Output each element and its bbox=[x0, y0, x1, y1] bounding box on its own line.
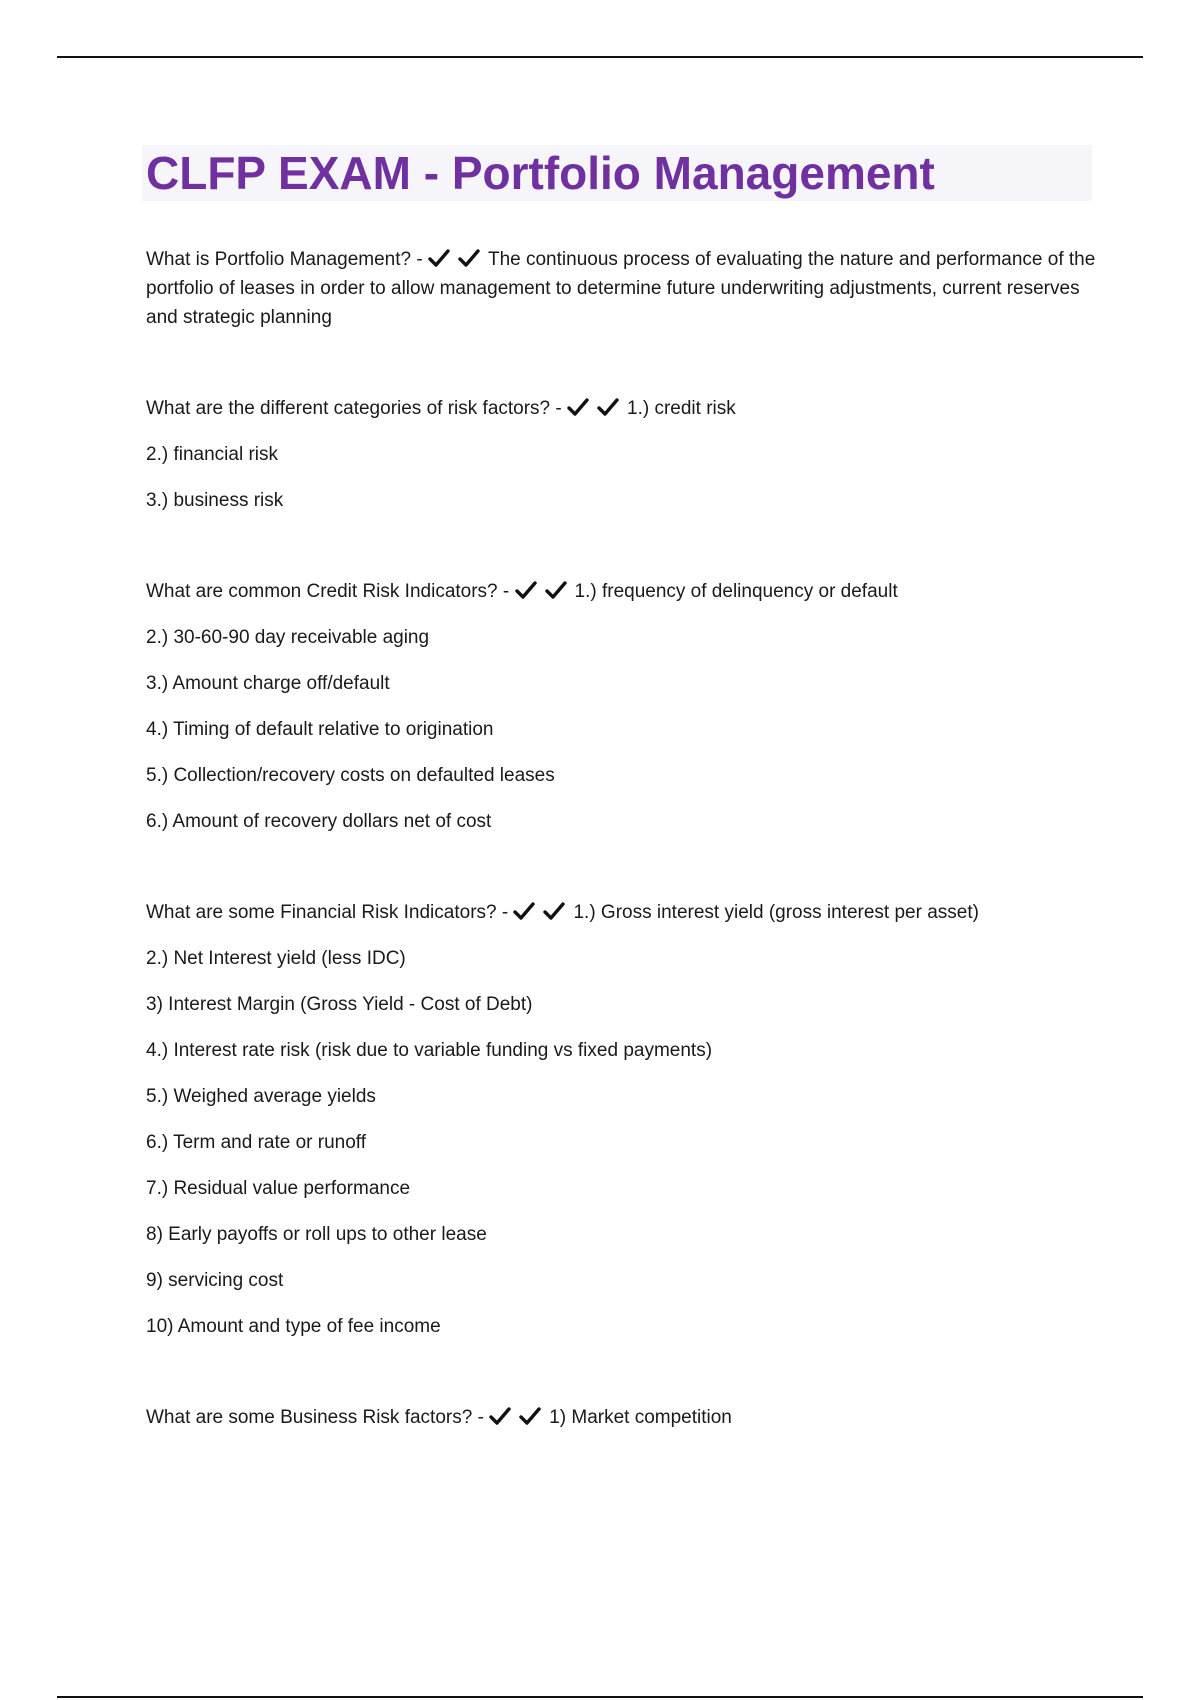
answer-line bbox=[146, 715, 1096, 744]
separator: - bbox=[411, 249, 428, 270]
separator: - bbox=[496, 902, 514, 923]
answer-line bbox=[146, 1220, 1096, 1249]
answer-text: 9) servicing cost bbox=[146, 1270, 284, 1291]
answer-line bbox=[146, 486, 1096, 515]
separator: - bbox=[472, 1407, 490, 1428]
answer-line bbox=[146, 1266, 1096, 1295]
checkmark-icon bbox=[519, 1407, 541, 1425]
checkmark-icon bbox=[543, 902, 565, 920]
answer-text: 2.) 30-60-90 day receivable aging bbox=[146, 627, 430, 648]
answer-line bbox=[146, 761, 1096, 790]
answer-line bbox=[146, 1082, 1096, 1111]
answer-text: 5.) Collection/recovery costs on defaulted leases bbox=[146, 765, 555, 786]
question-line bbox=[146, 898, 1096, 927]
question-text: What are some Financial Risk Indicators? bbox=[146, 902, 497, 923]
answer-text: 10) Amount and type of fee income bbox=[146, 1316, 441, 1337]
question-text: What are some Business Risk factors? bbox=[146, 1407, 473, 1428]
answer-line bbox=[146, 944, 1096, 973]
checkmark-icon bbox=[597, 398, 619, 416]
qa-item bbox=[146, 245, 1096, 332]
qa-item bbox=[146, 577, 1096, 836]
answer-text: 1) Market competition bbox=[549, 1407, 732, 1428]
answer-line bbox=[146, 1128, 1096, 1157]
question-text: What is Portfolio Management? bbox=[146, 249, 412, 270]
answer-text: The continuous process of evaluating the nature and performance of the portfolio of leases in order to allow management to determine future underwriting adjustments, current reserves and strategic planning bbox=[146, 249, 1096, 328]
question-text: What are the different categories of risk factors? bbox=[146, 398, 551, 419]
answer-text: 5.) Weighed average yields bbox=[146, 1086, 376, 1107]
answer-text: 6.) Term and rate or runoff bbox=[146, 1132, 367, 1153]
answer-text: 3) Interest Margin (Gross Yield - Cost of Debt) bbox=[146, 994, 533, 1015]
answer-line bbox=[146, 440, 1096, 469]
answer-line bbox=[146, 1312, 1096, 1341]
answer-line bbox=[146, 1174, 1096, 1203]
checkmark-icon bbox=[513, 902, 535, 920]
separator: - bbox=[550, 398, 568, 419]
page-title: CLFP EXAM - Portfolio Management bbox=[146, 147, 935, 199]
checkmark-icon bbox=[428, 249, 450, 267]
question-line bbox=[146, 577, 1096, 606]
question-text: What are common Credit Risk Indicators? bbox=[146, 581, 498, 602]
answer-line bbox=[146, 623, 1096, 652]
bottom-rule bbox=[57, 1696, 1143, 1698]
checkmark-icon bbox=[458, 249, 480, 267]
top-rule bbox=[57, 56, 1143, 58]
answer-text: 2.) financial risk bbox=[146, 444, 278, 465]
answer-line bbox=[146, 1036, 1096, 1065]
checkmark-icon bbox=[515, 581, 537, 599]
answer-text: 1.) frequency of delinquency or default bbox=[574, 581, 898, 602]
checkmark-icon bbox=[545, 581, 567, 599]
separator: - bbox=[497, 581, 515, 602]
answer-line bbox=[146, 990, 1096, 1019]
answer-text: 7.) Residual value performance bbox=[146, 1178, 411, 1199]
qa-item bbox=[146, 394, 1096, 515]
question-line bbox=[146, 245, 1096, 332]
answer-text: 8) Early payoffs or roll ups to other lease bbox=[146, 1224, 487, 1245]
qa-list bbox=[146, 245, 1096, 1494]
qa-item bbox=[146, 898, 1096, 1341]
answer-text: 1.) credit risk bbox=[627, 398, 736, 419]
answer-text: 6.) Amount of recovery dollars net of cost bbox=[146, 811, 492, 832]
answer-text: 1.) Gross interest yield (gross interest per asset) bbox=[573, 902, 979, 923]
answer-line bbox=[146, 669, 1096, 698]
qa-item bbox=[146, 1403, 1096, 1432]
checkmark-icon bbox=[489, 1407, 511, 1425]
question-line bbox=[146, 394, 1096, 423]
answer-text: 3.) Amount charge off/default bbox=[146, 673, 390, 694]
answer-text: 3.) business risk bbox=[146, 490, 284, 511]
answer-text: 4.) Interest rate risk (risk due to variable funding vs fixed payments) bbox=[146, 1040, 713, 1061]
checkmark-icon bbox=[567, 398, 589, 416]
answer-line bbox=[146, 807, 1096, 836]
answer-text: 2.) Net Interest yield (less IDC) bbox=[146, 948, 406, 969]
question-line bbox=[146, 1403, 1096, 1432]
answer-text: 4.) Timing of default relative to origination bbox=[146, 719, 494, 740]
